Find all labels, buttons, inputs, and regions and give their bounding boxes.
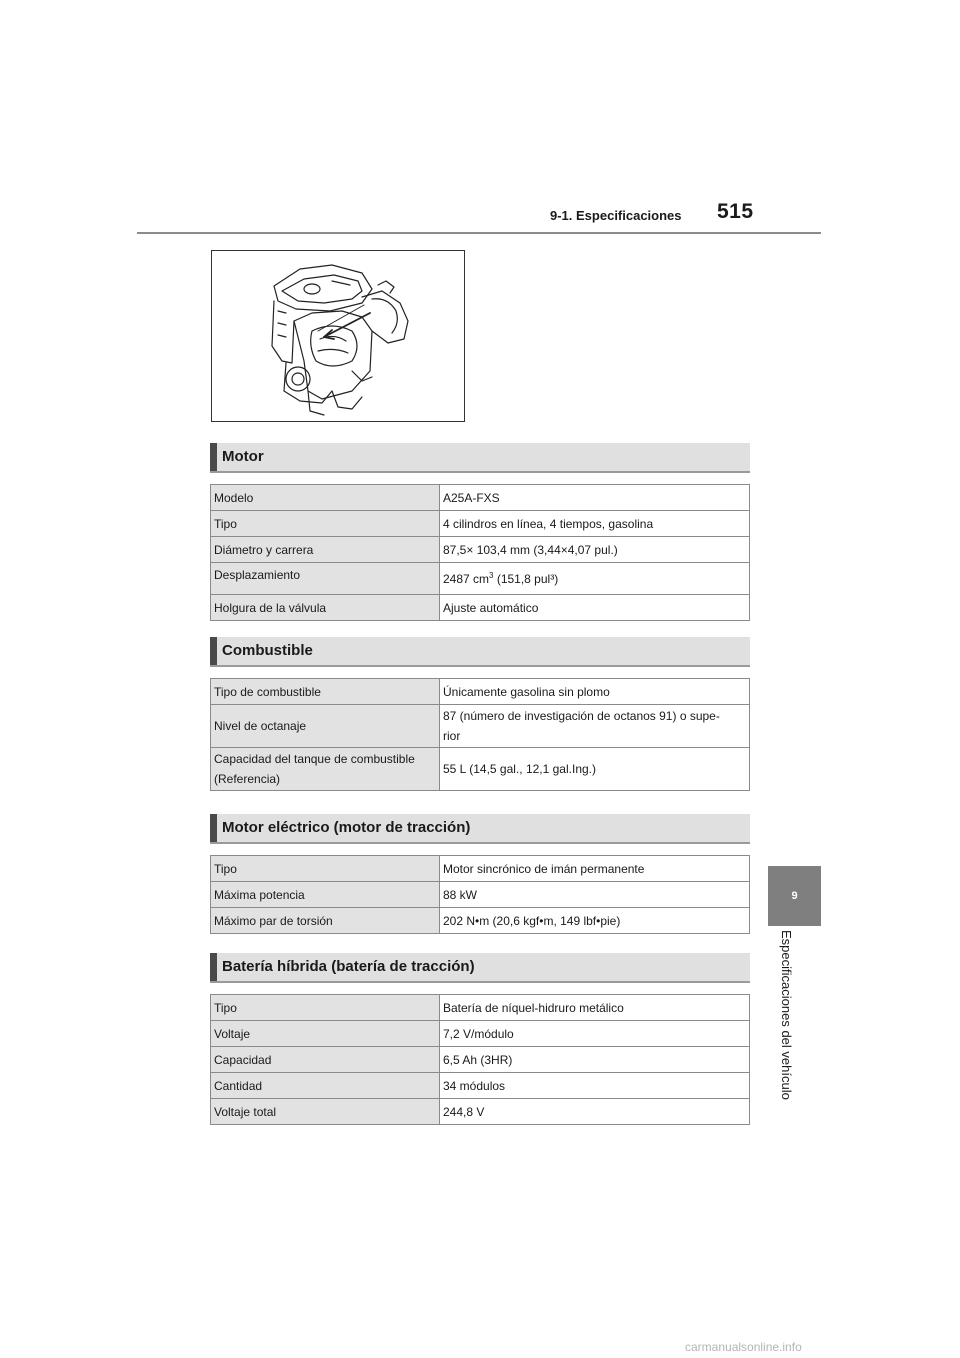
section-title: Motor: [222, 448, 264, 465]
spec-label: Máximo par de torsión: [211, 908, 440, 934]
chapter-tab: [768, 866, 821, 926]
section-header-motor-electrico: [210, 814, 750, 844]
spec-value: 6,5 Ah (3HR): [440, 1047, 750, 1073]
table-row: [211, 1099, 750, 1125]
table-row: [211, 995, 750, 1021]
spec-value: Únicamente gasolina sin plomo: [440, 679, 750, 705]
spec-label: Desplazamiento: [211, 563, 440, 595]
spec-value: 88 kW: [440, 882, 750, 908]
spec-label: [211, 748, 440, 791]
table-row: [211, 1047, 750, 1073]
spec-label: Tipo: [211, 995, 440, 1021]
spec-value: 244,8 V: [440, 1099, 750, 1125]
spec-value-line: 87 (número de investigación de octanos 91) o supe-: [443, 709, 720, 723]
table-row: [211, 705, 750, 748]
table-row: [211, 537, 750, 563]
spec-value: Motor sincrónico de imán permanente: [440, 856, 750, 882]
spec-label-line: Capacidad del tanque de combustible: [214, 752, 415, 766]
table-row: [211, 679, 750, 705]
spec-label: Voltaje: [211, 1021, 440, 1047]
spec-value: 34 módulos: [440, 1073, 750, 1099]
header-rule: [137, 232, 821, 234]
header-section-title: 9-1. Especificaciones: [550, 208, 682, 223]
page-number: 515: [717, 200, 754, 223]
table-row: [211, 485, 750, 511]
section-header-bateria: [210, 953, 750, 983]
spec-value: [440, 563, 750, 595]
section-title: Combustible: [222, 642, 313, 659]
section-accent: [210, 953, 217, 981]
spec-value-main: 2487 cm: [443, 571, 490, 586]
section-accent: [210, 637, 217, 665]
watermark: carmanualsonline.info: [685, 1340, 802, 1354]
section-header-motor: [210, 443, 750, 473]
spec-value-tail: (151,8 pul³): [493, 571, 559, 586]
spec-value: 87,5× 103,4 mm (3,44×4,07 pul.): [440, 537, 750, 563]
chapter-label: Especificaciones del vehículo: [779, 930, 794, 1100]
section-title: Motor eléctrico (motor de tracción): [222, 819, 471, 836]
spec-value: 7,2 V/módulo: [440, 1021, 750, 1047]
spec-label: Voltaje total: [211, 1099, 440, 1125]
table-row: [211, 908, 750, 934]
table-row: [211, 563, 750, 595]
spec-label: Capacidad: [211, 1047, 440, 1073]
section-title: Batería híbrida (batería de tracción): [222, 958, 475, 975]
spec-table-motor-electrico: [210, 855, 750, 934]
spec-label-line: (Referencia): [214, 772, 281, 786]
chapter-number: 9: [791, 890, 798, 902]
spec-label: Cantidad: [211, 1073, 440, 1099]
spec-label: Diámetro y carrera: [211, 537, 440, 563]
spec-table-motor: [210, 484, 750, 621]
spec-value-superscript: 3: [489, 570, 494, 580]
spec-value: [440, 705, 750, 748]
spec-value-line: rior: [443, 729, 461, 743]
table-row: [211, 748, 750, 791]
spec-label: Nivel de octanaje: [211, 705, 440, 748]
table-row: [211, 1073, 750, 1099]
spec-value: Batería de níquel-hidruro metálico: [440, 995, 750, 1021]
spec-value: 202 N•m (20,6 kgf•m, 149 lbf•pie): [440, 908, 750, 934]
spec-value: Ajuste automático: [440, 595, 750, 621]
section-accent: [210, 814, 217, 842]
table-row: [211, 595, 750, 621]
section-accent: [210, 443, 217, 471]
table-row: [211, 1021, 750, 1047]
table-row: [211, 511, 750, 537]
table-row: [211, 856, 750, 882]
spec-table-bateria: [210, 994, 750, 1125]
spec-value: 55 L (14,5 gal., 12,1 gal.Ing.): [440, 748, 750, 791]
table-row: [211, 882, 750, 908]
spec-value: 4 cilindros en línea, 4 tiempos, gasolina: [440, 511, 750, 537]
section-header-combustible: [210, 637, 750, 667]
spec-label: Tipo: [211, 511, 440, 537]
engine-illustration: [211, 250, 465, 422]
engine-drawing-icon: [212, 251, 466, 423]
spec-label: Tipo: [211, 856, 440, 882]
spec-label: Modelo: [211, 485, 440, 511]
spec-label: Holgura de la válvula: [211, 595, 440, 621]
spec-table-combustible: [210, 678, 750, 791]
spec-value: A25A-FXS: [440, 485, 750, 511]
spec-label: Tipo de combustible: [211, 679, 440, 705]
spec-label: Máxima potencia: [211, 882, 440, 908]
